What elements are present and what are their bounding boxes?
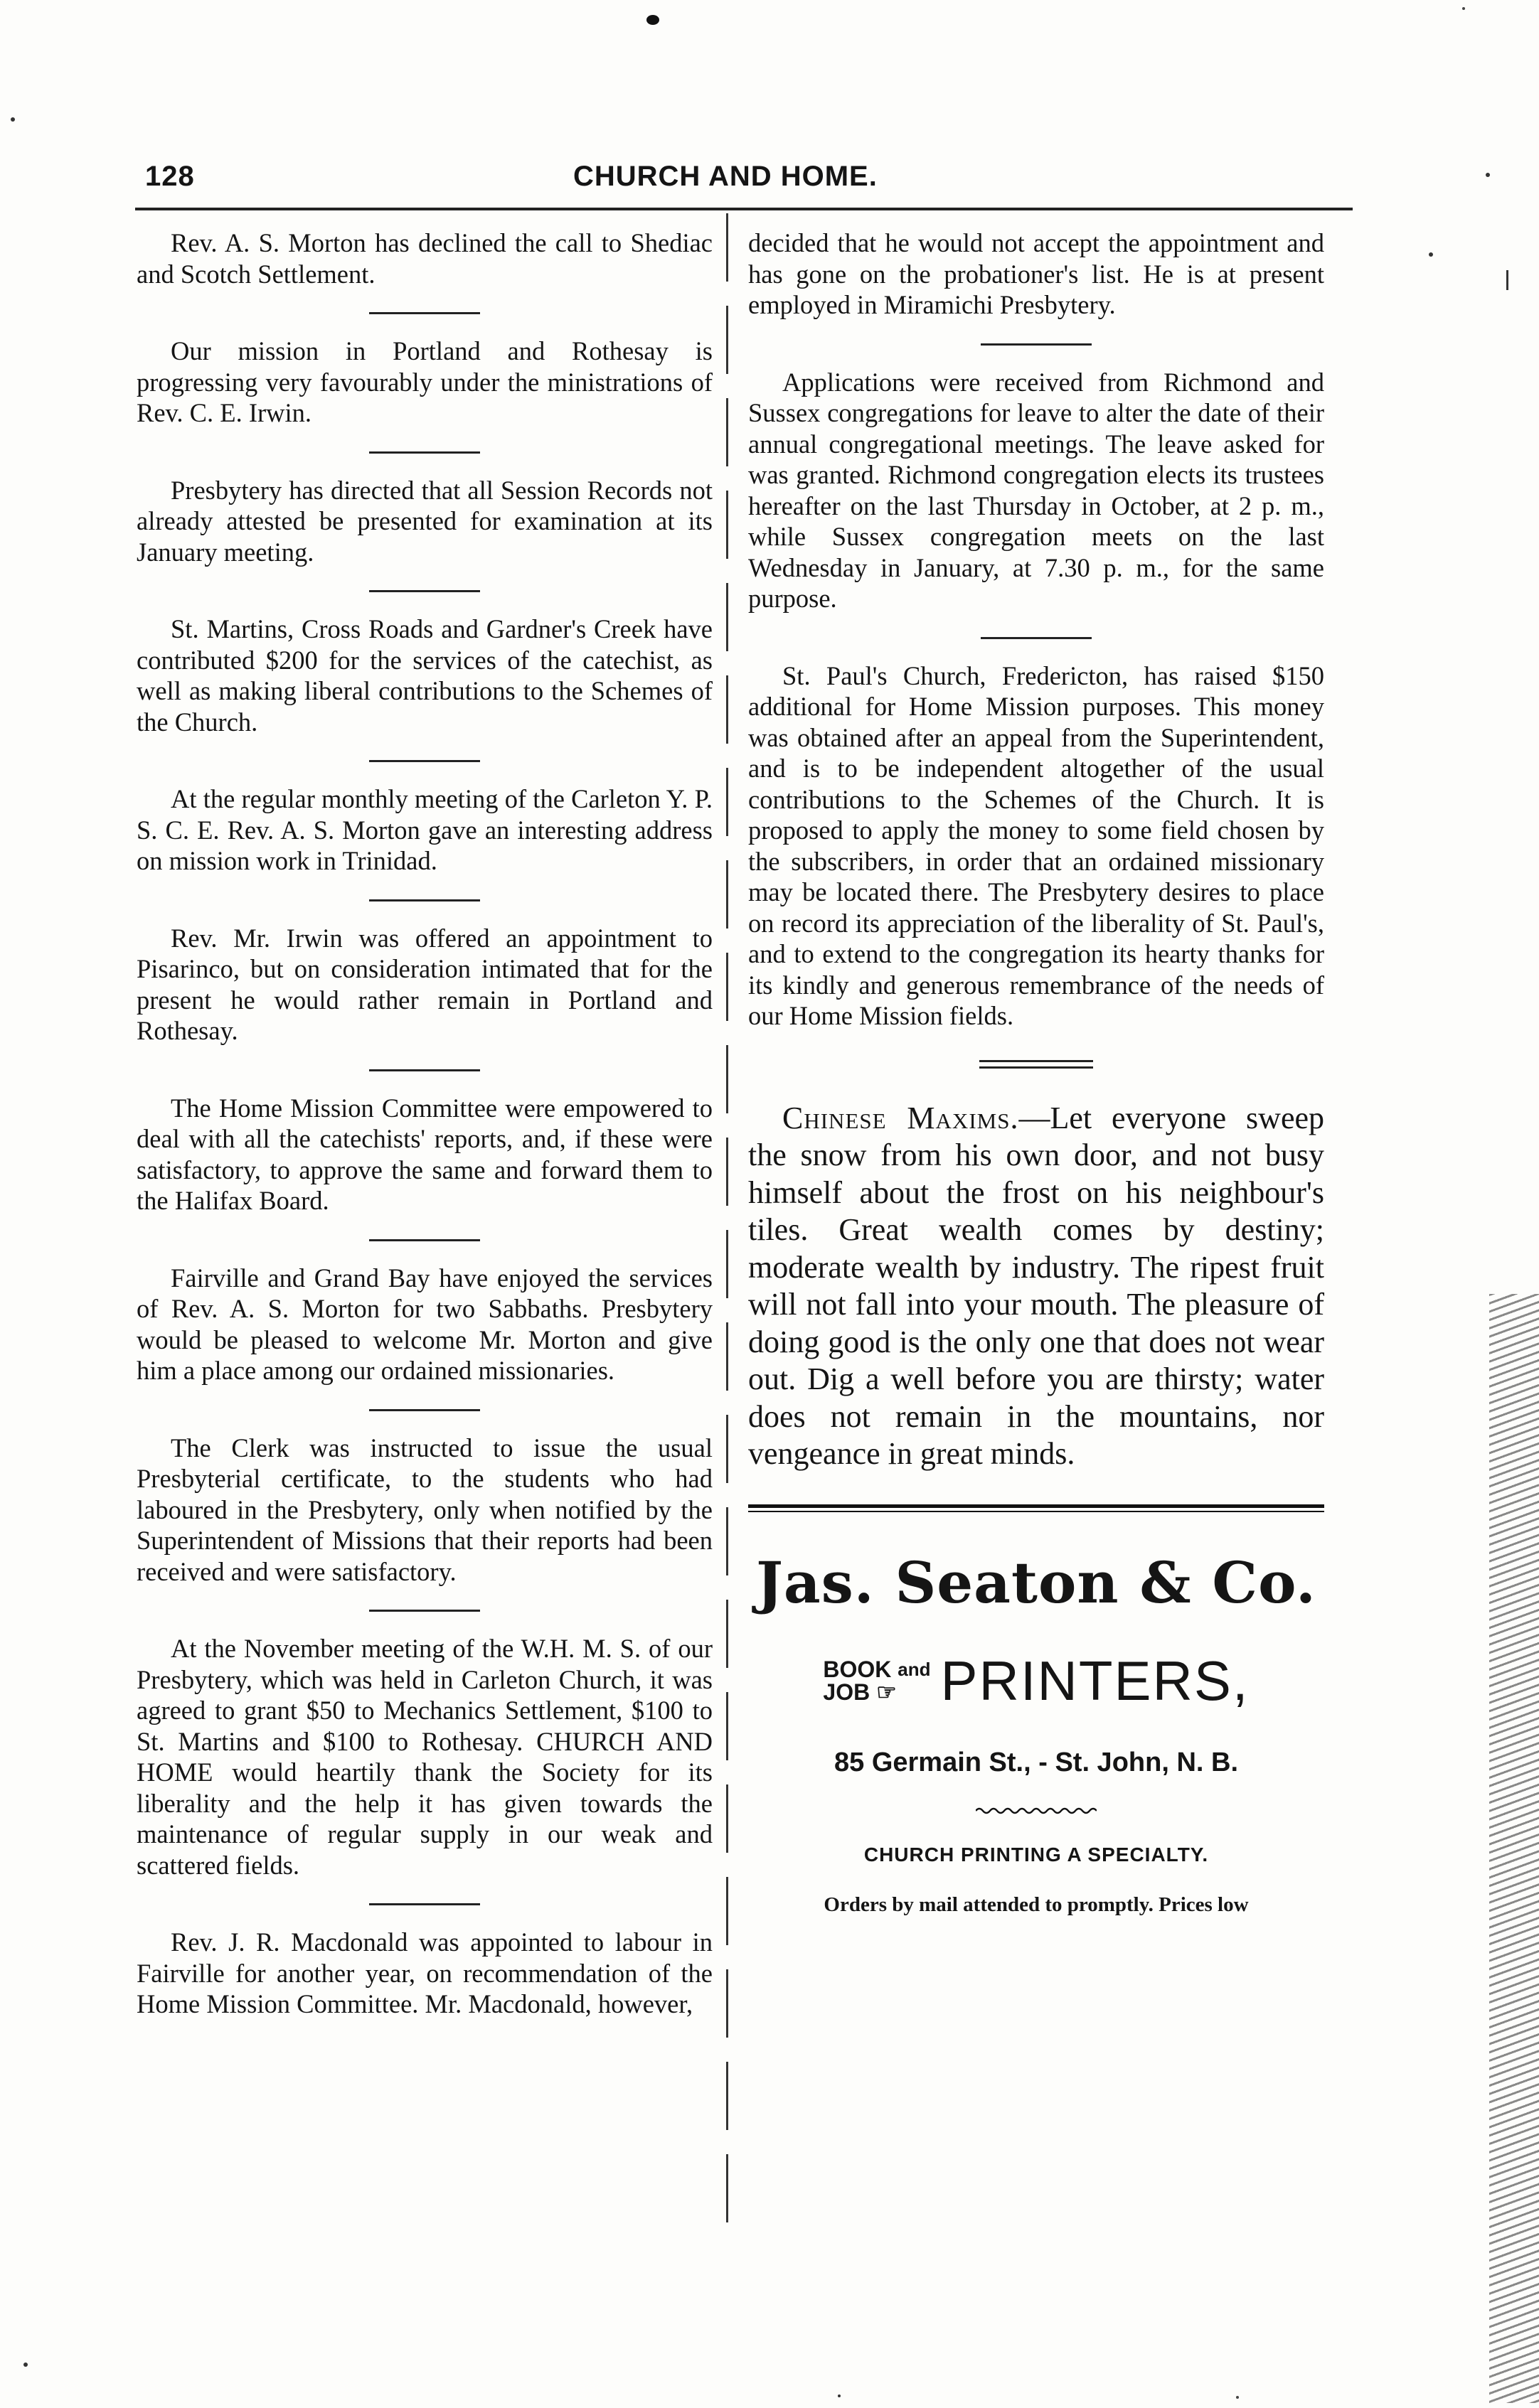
news-item: At the regular monthly meeting of the Carleton Y. P. S. C. E. Rev. A. S. Morton gave an interesting address on mission work in Trinidad. bbox=[137, 784, 713, 875]
printers-word: PRINTERS, bbox=[940, 1649, 1250, 1712]
advert-orders-line: Orders by mail attended to promptly. Prices low bbox=[824, 1893, 1249, 1916]
book-word: BOOK bbox=[823, 1657, 892, 1682]
news-item: At the November meeting of the W.H. M. S. of our Presbytery, which was held in Carleton Church, it was agreed to grant $50 to Mechanics Settlement, $100 to St. Martins and $100 to Rothesay. CHURCH AND HOME would heartily thank the Society for its liberality and the help it has given towards the maintenance of regular supply in our weak and scattered fields. bbox=[137, 1634, 713, 1880]
pointing-hand-icon: ☞ bbox=[876, 1679, 897, 1705]
news-item: Rev. A. S. Morton has declined the call to Shediac and Scotch Settlement. bbox=[137, 228, 713, 289]
news-item: Applications were received from Richmond and Sussex congregations for leave to alter the date of their annual congregational meetings. The leave asked for was granted. Richmond congregation elects its trustees hereafter on the last Thursday in October, at 2 p. m., while Sussex congregation meets on the last Wednesday in January, at 7.30 p. m., for the same purpose. bbox=[748, 367, 1324, 613]
job-word: JOB bbox=[823, 1679, 870, 1705]
news-item: The Home Mission Committee were empowered to deal with all the catechists' reports, and, if these were satisfactory, to approve the same and forward them to the Halifax Board. bbox=[137, 1093, 713, 1215]
scan-edge-noise bbox=[1489, 1294, 1539, 2403]
advert-company-name: Jas. Seaton & Co. bbox=[756, 1548, 1316, 1616]
advert-address: 85 Germain St., - St. John, N. B. bbox=[834, 1747, 1238, 1777]
news-item: The Clerk was instructed to issue the usual Presbyterial certificate, to the students who had laboured in the Presbytery, only when notified by the Superintendent of Missions that their reports had been received and were satisfactory. bbox=[137, 1433, 713, 1586]
news-item: Fairville and Grand Bay have enjoyed the services of Rev. A. S. Morton for two Sabbaths. Presbytery would be pleased to welcome Mr. Morton and give him a place among our ordained missionaries. bbox=[137, 1263, 713, 1385]
news-item: St. Martins, Cross Roads and Gardner's Creek have contributed $200 for the services of the catechist, as well as making liberal contributions to the Schemes of the Church. bbox=[137, 614, 713, 737]
maxims-body: —Let everyone sweep the snow from his own door, and not busy himself about the frost on his neighbour's tiles. Great wealth comes by destiny; moderate wealth by industry. The ripest fruit will not fall into your mouth. The pleasure of doing good is the only one that does not wear out. Dig a well before you are thirsty; water does not remain in the mountains, nor vengeance in great minds. bbox=[748, 1100, 1324, 1471]
page-number: 128 bbox=[145, 161, 195, 192]
news-item-continued: decided that he would not accept the appointment and has gone on the probationer's list. He is at present employed in Miramichi Presbytery. bbox=[748, 228, 1324, 319]
news-item: St. Paul's Church, Fredericton, has raised $150 additional for Home Mission purposes. This money was obtained after an appeal from the Superintendent, and is to be independent altogether of the usual contributions to the Schemes of the Church. It is proposed to apply the money to some field chosen by the subscribers, in order that an ordained missionary may be located there. The Presbytery desires to place on record its appreciation of the liberality of St. Paul's, and to extend to the congregation its hearty thanks for its kindly and generous remembrance of the needs of our Home Mission fields. bbox=[748, 660, 1324, 1030]
advert-specialty: CHURCH PRINTING A SPECIALTY. bbox=[863, 1843, 1209, 1866]
news-item: Rev. Mr. Irwin was offered an appointment to Pisarinco, but on consideration intimated that for the present he would rather remain in Portland and Rothesay. bbox=[137, 923, 713, 1045]
news-item: Our mission in Portland and Rothesay is progressing very favourably under the ministrations of Rev. C. E. Irwin. bbox=[137, 336, 713, 427]
maxims-title: Chinese Maxims. bbox=[782, 1100, 1019, 1135]
news-item: Rev. J. R. Macdonald was appointed to labour in Fairville for another year, on recommendation of the Home Mission Committee. Mr. Macdonald, however, bbox=[137, 1927, 713, 2018]
running-head: CHURCH AND HOME. bbox=[573, 161, 878, 192]
news-item: Presbytery has directed that all Session Records not already attested be presented for examination at its January meeting. bbox=[137, 475, 713, 567]
and-word: and bbox=[898, 1659, 931, 1680]
